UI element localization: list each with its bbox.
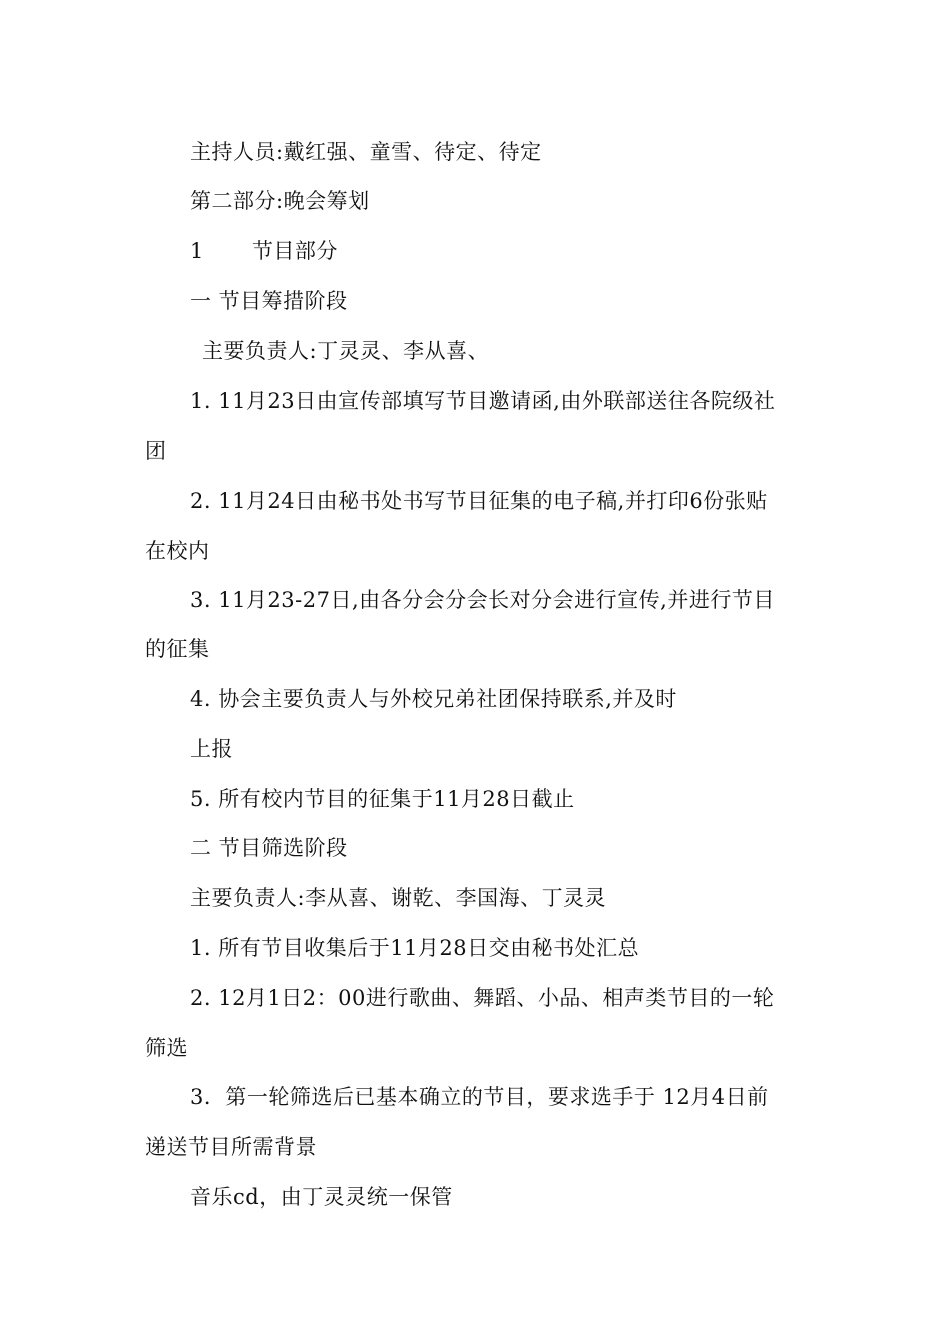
- stage-one-item-1-cont: 团: [145, 439, 167, 463]
- stage-two-item-2-cont: 筛选: [145, 1036, 188, 1060]
- stage-one-responsible: 主要负责人:丁灵灵、李从喜、: [202, 339, 490, 363]
- stage-one-item-5: 5. 所有校内节目的征集于11月28日截止: [190, 787, 575, 811]
- section-heading-part-two: 第二部分:晚会筹划: [190, 189, 370, 213]
- hosts-line: 主持人员:戴红强、童雪、待定、待定: [190, 140, 542, 164]
- stage-one-item-1: 1. 11月23日由宣传部填写节目邀请函,由外联部送往各院级社: [190, 389, 776, 413]
- stage-one-item-2: 2. 11月24日由秘书处书写节目征集的电子稿,并打印6份张贴: [190, 489, 768, 513]
- stage-one-item-3: 3. 11月23-27日,由各分会分会长对分会进行宣传,并进行节目: [190, 588, 775, 612]
- subsection-title: 节目部分: [251, 239, 338, 263]
- stage-heading-screening: 二 节目筛选阶段: [190, 836, 348, 860]
- stage-heading-preparation: 一 节目筹措阶段: [190, 289, 348, 313]
- stage-two-item-3-cont: 递送节目所需背景: [145, 1135, 317, 1159]
- stage-two-item-3-cont-2: 音乐cd，由丁灵灵统一保管: [190, 1185, 453, 1209]
- stage-one-item-2-cont: 在校内: [145, 539, 210, 563]
- stage-one-item-3-cont: 的征集: [145, 637, 210, 661]
- stage-two-item-2: 2. 12月1日2：00进行歌曲、舞蹈、小品、相声类节目的一轮: [190, 986, 775, 1010]
- subsection-number: 1: [190, 239, 204, 263]
- stage-one-item-4-cont: 上报: [190, 737, 233, 761]
- subsection-heading-programs: [190, 236, 338, 266]
- stage-two-responsible: 主要负责人:李从喜、谢乾、李国海、丁灵灵: [190, 886, 607, 910]
- stage-two-item-3: 3．第一轮筛选后已基本确立的节目，要求选手于 12月4日前: [190, 1085, 769, 1109]
- stage-one-item-4: 4. 协会主要负责人与外校兄弟社团保持联系,并及时: [190, 687, 677, 711]
- stage-two-item-1: 1. 所有节目收集后于11月28日交由秘书处汇总: [190, 936, 640, 960]
